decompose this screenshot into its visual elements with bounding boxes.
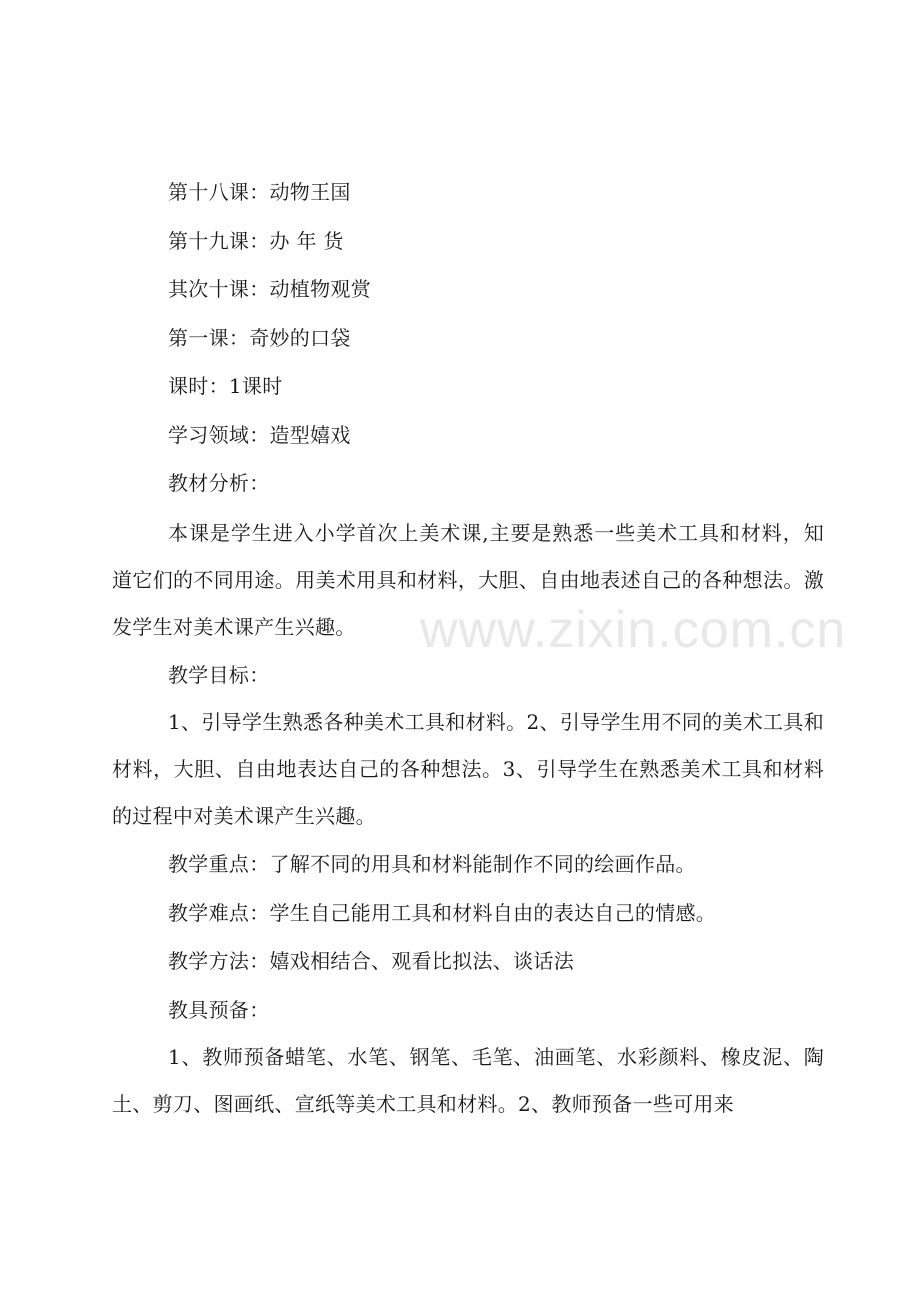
teaching-method: 教学方法：嬉戏相结合、观看比拟法、谈话法 <box>168 949 574 973</box>
teaching-aids-paragraph: 1、教师预备蜡笔、水笔、钢笔、毛笔、油画笔、水彩颜料、橡皮泥、陶土、剪刀、图画纸、宣纸等美术工具和材料。2、教师预备一些可用来 <box>112 1045 824 1116</box>
material-analysis-heading: 教材分析： <box>168 471 270 495</box>
material-analysis-paragraph: 本课是学生进入小学首次上美术课,主要是熟悉一些美术工具和材料，知道它们的不同用途。用美术用具和材料，大胆、自由地表述自己的各种想法。激发学生对美术课产生兴趣。 <box>112 520 824 639</box>
document-body <box>112 168 824 1128</box>
watermark: www.zixin.com.cn <box>420 601 847 659</box>
lesson-1-title: 第一课：奇妙的口袋 <box>168 325 351 350</box>
teaching-goals-paragraph: 1、引导学生熟悉各种美术工具和材料。2、引导学生用不同的美术工具和材料，大胆、自由地表达自己的各种想法。3、引导学生在熟悉美术工具和材料的过程中对美术课产生兴趣。 <box>112 710 824 828</box>
class-hours: 课时：1课时 <box>168 374 283 398</box>
teaching-key-point: 教学重点：了解不同的用具和材料能制作不同的绘画作品。 <box>168 852 696 876</box>
lesson-20-title: 其次十课：动植物观赏 <box>168 277 371 301</box>
learning-domain: 学习领域：造型嬉戏 <box>168 422 351 447</box>
teaching-goals-heading: 教学目标： <box>168 662 270 687</box>
teaching-difficulty: 教学难点：学生自己能用工具和材料自由的表达自己的情感。 <box>168 900 717 925</box>
lesson-19-title: 第十九课：办 年 货 <box>168 228 344 253</box>
teaching-aids-heading: 教具预备： <box>168 997 270 1022</box>
lesson-18-title: 第十八课：动物王国 <box>168 180 351 204</box>
